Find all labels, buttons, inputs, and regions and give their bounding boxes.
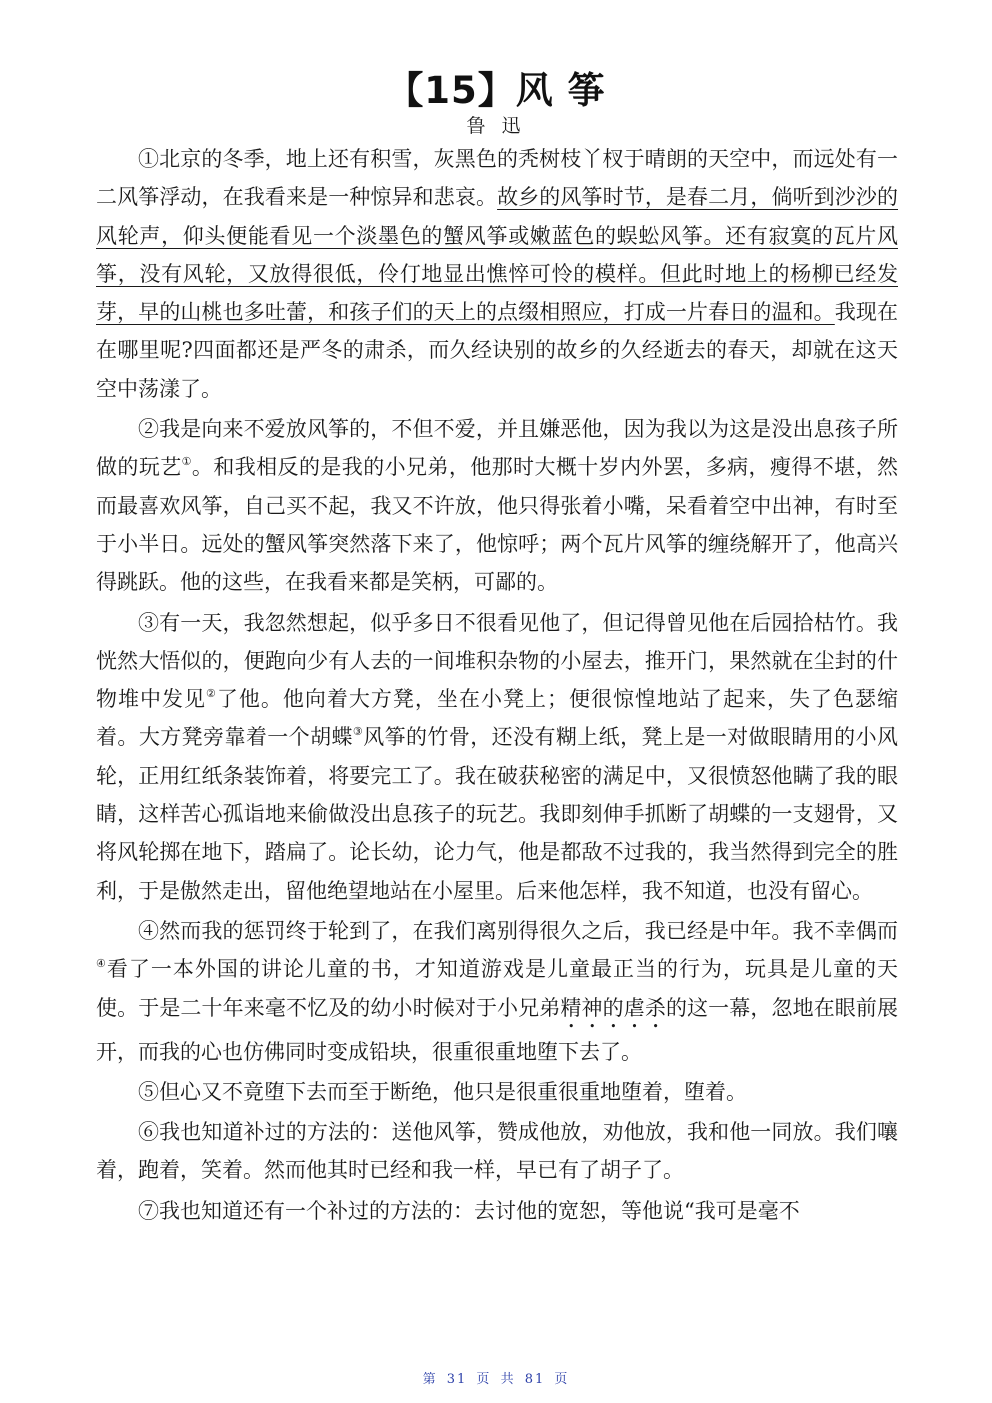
footnote-marker-4: ④ <box>96 957 107 971</box>
paragraph-4: ④然而我的惩罚终于轮到了，在我们离别得很久之后，我已经是中年。我不幸偶而④看了一本外国的讲论儿童的书，才知道游戏是儿童最正当的行为，玩具是儿童的天使。于是二十年来毫不忆及的幼小时候对于小兄弟精神的虐杀的这一幕，忽地在眼前展开，而我的心也仿佛同时变成铅块，很重很重地堕下去了。 <box>96 918 899 1064</box>
footnote-marker-1: ① <box>181 455 192 469</box>
paragraph-2: ②我是向来不爱放风筝的，不但不爱，并且嫌恶他，因为我以为这是没出息孩子所做的玩艺①。和我相反的是我的小兄弟，他那时大概十岁内外罢，多病，瘦得不堪，然而最喜欢风筝，自己买不起，我又不许放，他只得张着小嘴，呆看着空中出神，有时至于小半日。远处的蟹风筝突然落下来了，他惊呼；两个瓦片风筝的缠绕解开了，他高兴得跳跃。他的这些，在我看来都是笑柄，可鄙的。 <box>96 417 898 595</box>
page-title: 【15】风 筝 <box>386 69 606 112</box>
author-name: 鲁 迅 <box>466 115 526 137</box>
paragraph-7: ⑦我也知道还有一个补过的方法的：去讨他的宽恕，等他说“我可是毫不 <box>138 1198 800 1223</box>
paragraph-3: ③有一天，我忽然想起，似乎多日不很看见他了，但记得曾见他在后园拾枯竹。我恍然大悟似的，便跑向少有人去的一间堆积杂物的小屋去，推开门，果然就在尘封的什物堆中发见②了他。他向着大方凳，坐在小凳上；便很惊惶地站了起来，失了色瑟缩着。大方凳旁靠着一个胡蝶③风筝的竹骨，还没有糊上纸，凳上是一对做眼睛用的小风轮，正用红纸条装饰着，将要完工了。我在破获秘密的满足中，又很愤怒他瞒了我的眼睛，这样苦心孤诣地来偷做没出息孩子的玩艺。我即刻伸手抓断了胡蝶的一支翅骨，又将风轮掷在地下，踏扁了。论长幼，论力气，他是都敌不过我的，我当然得到完全的胜利，于是傲然走出，留他绝望地站在小屋里。后来他怎样，我不知道，也没有留心。 <box>96 610 899 903</box>
paragraph-6: ⑥我也知道补过的方法的：送他风筝，赞成他放，劝他放，我和他一同放。我们嚷着，跑着，笑着。然而他其时已经和我一样，早已有了胡子了。 <box>96 1120 898 1183</box>
emphasized-phrase: 精神的虐杀 <box>560 995 666 1020</box>
footnote-marker-2: ② <box>206 687 217 701</box>
article-body <box>96 140 898 1230</box>
underlined-passage: 故乡的风筝时节，是春二月，倘听到沙沙的风轮声，仰头便能看见一个淡墨色的蟹风筝或嫩蓝色的蜈蚣风筝。还有寂寞的瓦片风筝，没有风轮，又放得很低，伶仃地显出憔悴可怜的模样。但此时地上的杨柳已经发芽，早的山桃也多吐蕾，和孩子们的天上的点缀相照应，打成一片春日的温和。 <box>96 185 899 325</box>
paragraph-1: ①北京的冬季，地上还有积雪，灰黑色的秃树枝丫杈于晴朗的天空中，而远处有一二风筝浮动，在我看来是一种惊异和悲哀。故乡的风筝时节，是春二月，倘听到沙沙的风轮声，仰头便能看见一个淡墨色的蟹风筝或嫩蓝色的蜈蚣风筝。还有寂寞的瓦片风筝，没有风轮，又放得很低，伶仃地显出憔悴可怜的模样。但此时地上的杨柳已经发芽，早的山桃也多吐蕾，和孩子们的天上的点缀相照应，打成一片春日的温和。我现在在哪里呢?四面都还是严冬的肃杀，而久经诀别的故乡的久经逝去的春天，却就在这天空中荡漾了。 <box>96 147 899 401</box>
page-number-footer: 第 31 页 共 81 页 <box>422 1372 570 1387</box>
footnote-marker-3: ③ <box>352 725 364 739</box>
paragraph-5: ⑤但心又不竟堕下去而至于断绝，他只是很重很重地堕着，堕着。 <box>138 1079 747 1104</box>
